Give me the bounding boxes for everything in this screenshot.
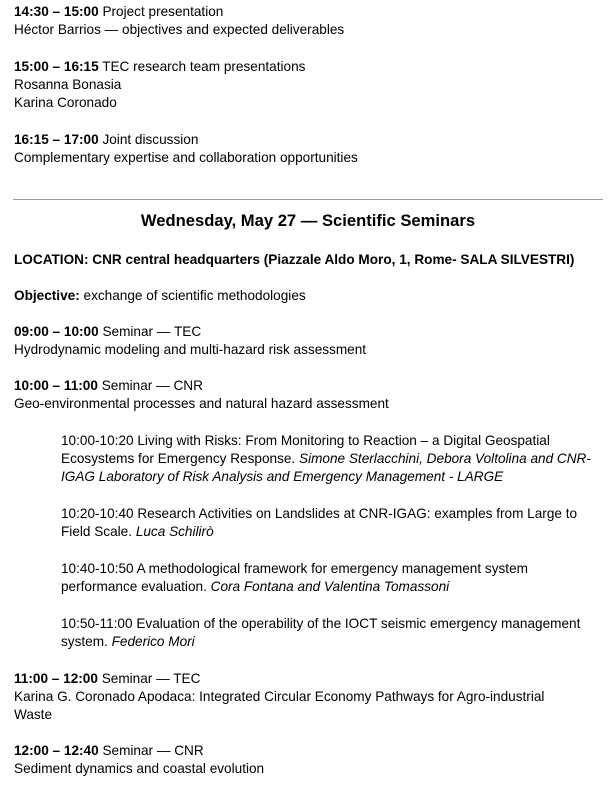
item-time: 12:00 – 12:40: [14, 743, 99, 758]
item-title: Joint discussion: [102, 132, 199, 147]
seminar-schedule: [14, 251, 606, 778]
item-title: Seminar — TEC: [101, 671, 201, 686]
afternoon-schedule: [14, 3, 604, 167]
location-line: LOCATION: CNR central headquarters (Piazzale Aldo Moro, 1, Rome- SALA SILVESTRI): [14, 252, 575, 267]
seminar-item: [14, 323, 606, 359]
item-detail: Hydrodynamic modeling and multi-hazard risk assessment: [14, 342, 367, 357]
objective-label: Objective:: [14, 288, 80, 303]
talk-authors: Federico Mori: [111, 634, 195, 649]
seminar-item: [14, 377, 606, 413]
talk-authors: Cora Fontana and Valentina Tomassoni: [210, 579, 450, 594]
item-detail: Geo-environmental processes and natural hazard assessment: [14, 396, 389, 411]
seminar-item: [14, 742, 606, 778]
item-time: 15:00 – 16:15: [14, 59, 99, 74]
schedule-item: [14, 3, 604, 39]
item-time: 11:00 – 12:00: [14, 671, 98, 686]
item-title: Seminar — CNR: [101, 378, 203, 393]
talk-entry: [61, 432, 606, 486]
talk-entry: [61, 505, 606, 541]
item-title: Project presentation: [102, 4, 224, 19]
objective-text: exchange of scientific methodologies: [83, 288, 306, 303]
day-heading: Wednesday, May 27 — Scientific Seminars: [140, 211, 476, 230]
talk-text: 10:40-10:50 A methodological framework for emergency management system performance evaluation.: [61, 561, 528, 594]
item-time: 09:00 – 10:00: [14, 324, 99, 339]
talk-text: 10:00-10:20 Living with Risks: From Monitoring to Reaction – a Digital Geospatial Ecosystems for Emergency Response.: [61, 433, 550, 466]
talk-authors: Simone Sterlacchini, Debora Voltolina and CNR-IGAG Laboratory of Risk Analysis and Emergency Management - LARGE: [61, 451, 591, 484]
item-detail: Rosanna Bonasia: [14, 77, 122, 92]
item-detail: Karina Coronado: [14, 95, 117, 110]
seminar-item: [14, 670, 606, 724]
item-detail: Sediment dynamics and coastal evolution: [14, 761, 265, 776]
item-detail: Karina G. Coronado Apodaca: Integrated Circular Economy Pathways for Agro-industrial Waste: [14, 689, 545, 722]
section-divider: [13, 199, 603, 200]
schedule-item: [14, 58, 604, 112]
talk-entry: [61, 560, 606, 596]
schedule-item: [14, 131, 604, 167]
talk-authors: Luca Schilirò: [135, 524, 214, 539]
item-title: Seminar — CNR: [102, 743, 204, 758]
item-time: 16:15 – 17:00: [14, 132, 99, 147]
talk-text: 10:20-10:40 Research Activities on Landslides at CNR-IGAG: examples from Large to Field Scale.: [61, 506, 578, 539]
item-time: 10:00 – 11:00: [14, 378, 98, 393]
item-title: Seminar — TEC: [102, 324, 202, 339]
item-detail: Complementary expertise and collaboration opportunities: [14, 150, 358, 165]
item-title: TEC research team presentations: [102, 59, 306, 74]
objective-line: [14, 287, 606, 305]
item-time: 14:30 – 15:00: [14, 4, 99, 19]
item-detail: Héctor Barrios — objectives and expected deliverables: [14, 22, 345, 37]
talk-text: 10:50-11:00 Evaluation of the operability of the IOCT seismic emergency management system.: [61, 616, 581, 649]
talk-entry: [61, 615, 606, 651]
